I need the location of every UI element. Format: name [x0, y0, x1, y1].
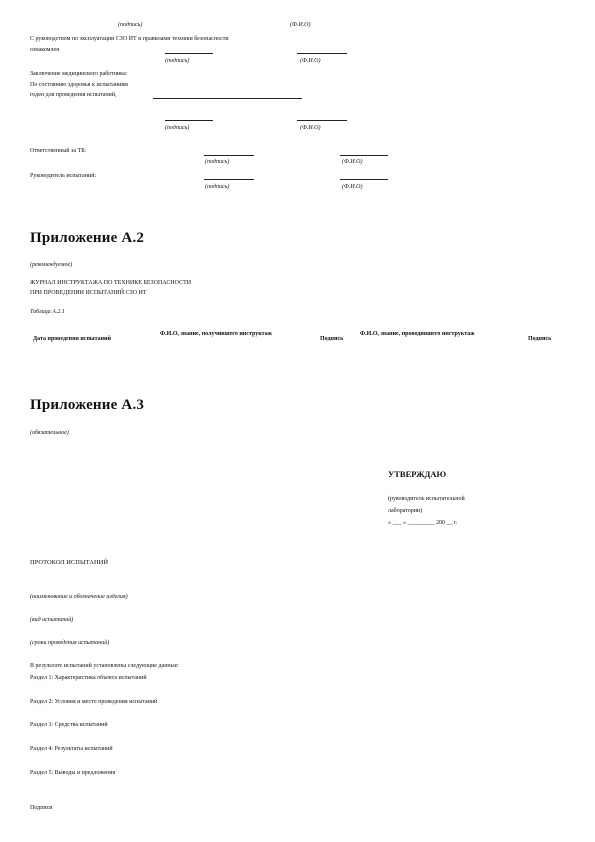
appendix-a3-status: (обязательное)	[30, 430, 69, 436]
manual-acknowledgement-line2: ознакомлен	[30, 47, 60, 53]
results-intro: В результате испытаний установлены следующие данные:	[30, 663, 179, 669]
medical-conclusion-line3: годен для проведения испытаний,	[30, 92, 117, 98]
fio-line	[297, 120, 347, 121]
fio-caption: (Ф.И.О)	[290, 22, 311, 28]
section-item: Раздел 3: Средства испытаний	[30, 722, 108, 728]
manual-acknowledgement-line1: С руководством по эксплуатации СЗО ИТ и правилами техники безопасности	[30, 36, 229, 42]
column-header-signature: Подпись	[320, 336, 344, 342]
test-dates-field: (сроки проведения испытаний)	[30, 640, 110, 646]
section-item: Раздел 2: Условия и место проведения испытаний	[30, 699, 158, 705]
table-caption: Таблица А.2.1	[30, 309, 65, 315]
column-header-trainee: Ф.И.О, звание, получившего инструктаж	[160, 331, 273, 337]
medical-fill-line	[153, 98, 302, 99]
signature-caption: (подпись)	[205, 159, 230, 165]
section-item: Раздел 5: Выводы и предложения	[30, 770, 116, 776]
journal-title-line1: ЖУРНАЛ ИНСТРУКТАЖА ПО ТЕХНИКЕ БЕЗОПАСНОСТИ	[30, 280, 192, 286]
fio-caption: (Ф.И.О)	[300, 58, 321, 64]
signature-caption: (подпись)	[205, 184, 230, 190]
signature-caption: (подпись)	[165, 125, 190, 131]
head-of-tests-label: Руководитель испытаний:	[30, 173, 97, 179]
journal-title-line2: ПРИ ПРОВЕДЕНИИ ИСПЫТАНИЙ СЗО ИТ	[30, 290, 147, 296]
approve-title: УТВЕРЖДАЮ	[388, 469, 447, 479]
test-type-field: (вид испытаний)	[30, 617, 74, 623]
signature-caption: (подпись)	[118, 22, 143, 28]
signature-line	[204, 179, 254, 180]
fio-caption: (Ф.И.О)	[342, 184, 363, 190]
approve-role-line1: (руководитель испытательной	[388, 496, 465, 502]
fio-line	[340, 155, 388, 156]
fio-caption: (Ф.И.О)	[300, 125, 321, 131]
approve-date-line: « ___ » _________ 200 __ г.	[388, 520, 458, 526]
column-header-date: Дата проведения испытаний	[33, 336, 111, 342]
column-header-instructor: Ф.И.О, звание, проводившего инструктаж	[360, 331, 475, 337]
column-header-signature: Подпись	[528, 336, 552, 342]
section-item: Раздел 1: Характеристика объекта испытаний	[30, 675, 147, 681]
fio-caption: (Ф.И.О)	[342, 159, 363, 165]
signature-line	[204, 155, 254, 156]
section-item: Раздел 4: Результаты испытаний	[30, 746, 113, 752]
approve-role-line2: лаборатории)	[388, 508, 423, 514]
appendix-a2-title: Приложение А.2	[30, 230, 145, 246]
signature-caption: (подпись)	[165, 58, 190, 64]
responsible-label: Ответственный за ТБ:	[30, 148, 87, 154]
protocol-title: ПРОТОКОЛ ИСПЫТАНИЙ	[30, 559, 109, 566]
fio-line	[340, 179, 388, 180]
appendix-a2-status: (рекомендуемое)	[30, 262, 73, 268]
appendix-a3-title: Приложение А.3	[30, 397, 145, 413]
signature-line	[165, 120, 213, 121]
medical-conclusion-line2: По состоянию здоровья к испытаниям	[30, 82, 128, 88]
fio-line	[297, 53, 347, 54]
product-name-field: (наименование и обозначение изделия)	[30, 594, 128, 600]
signature-line	[165, 53, 213, 54]
medical-conclusion-line1: Заключение медицинского работника:	[30, 71, 128, 77]
signatures-label: Подписи	[30, 805, 53, 811]
